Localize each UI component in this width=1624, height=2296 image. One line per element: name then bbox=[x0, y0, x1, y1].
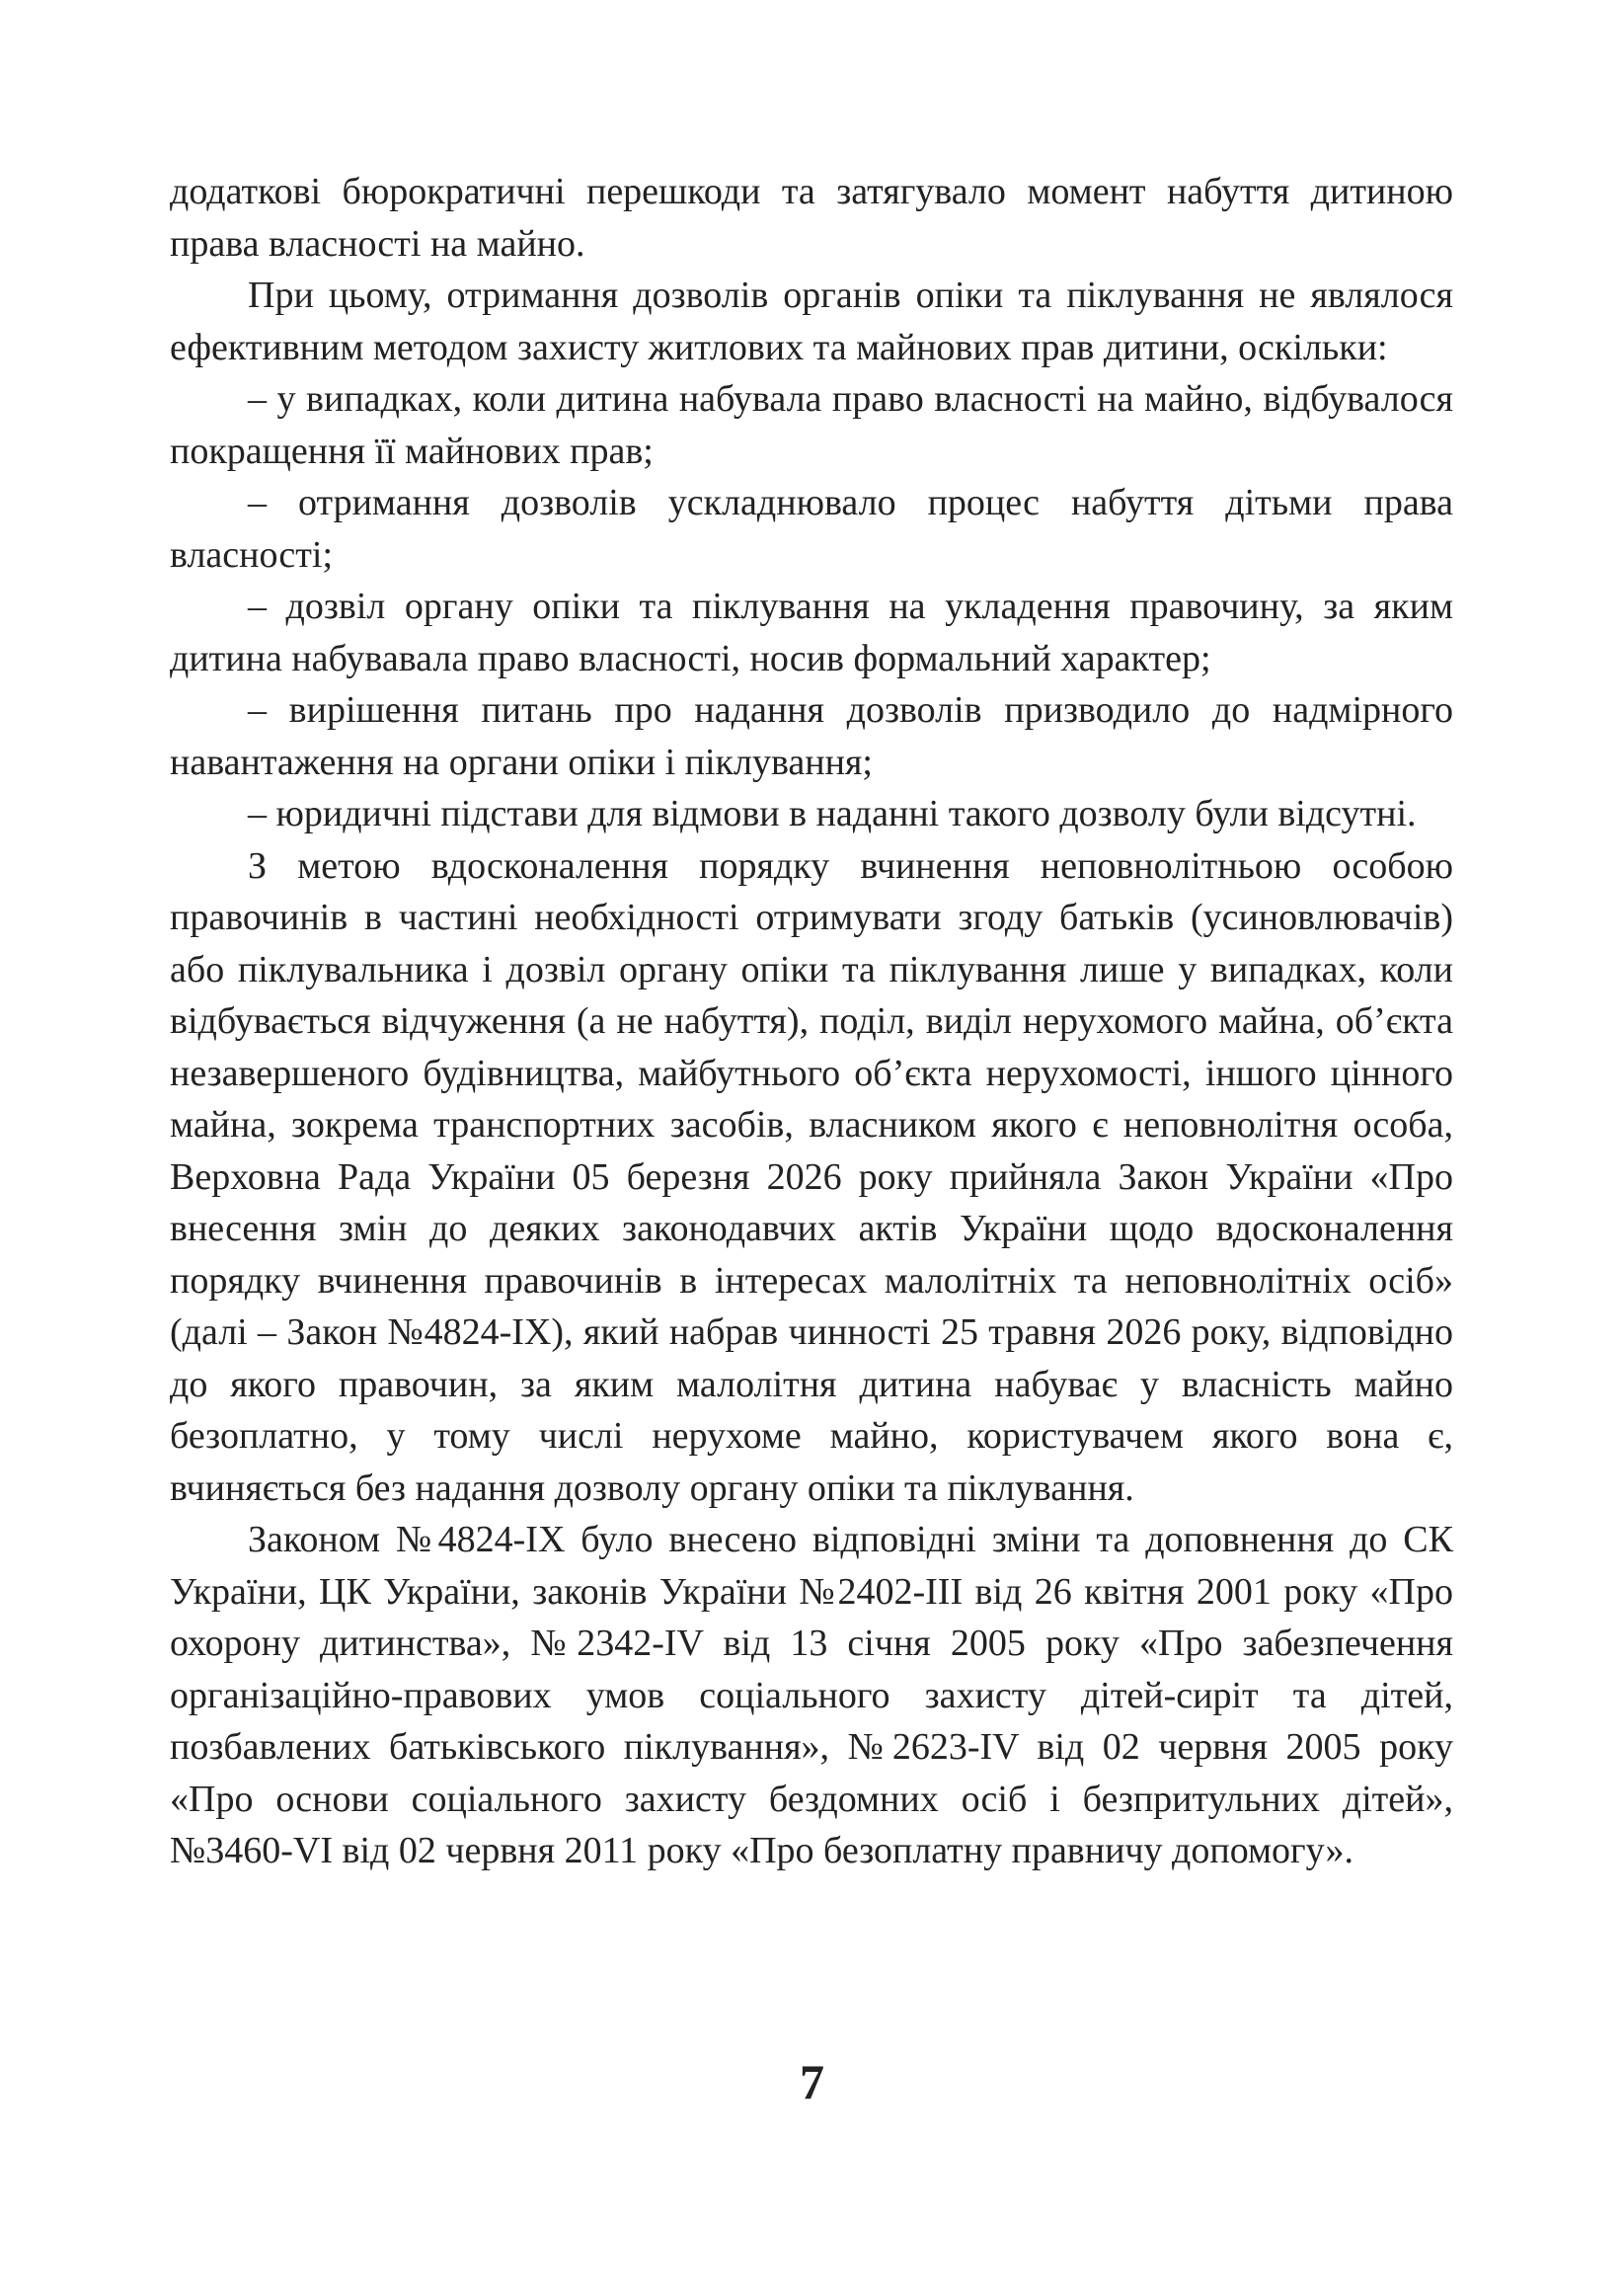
list-item-4: – вирішення питань про надання дозволів призводило до надмірного навантаження на органи опіки і піклування; bbox=[170, 689, 1453, 783]
paragraph-2: При цьому, отримання дозволів органів опіки та піклування не являлося ефективним методом захисту житлових та майнових прав дитини, оскільки: bbox=[170, 275, 1453, 368]
list-item-2: – отримання дозволів ускладнювало процес набуття дітьми права власності; bbox=[170, 482, 1453, 576]
list-item-5: – юридичні підстави для відмови в наданні такого дозволу були відсутні. bbox=[248, 793, 1417, 834]
page-number: 7 bbox=[800, 2054, 824, 2109]
paragraph-1: додаткові бюрократичні перешкоди та затягувало момент набуття дитиною права власності на майно. bbox=[170, 171, 1453, 265]
list-item-1: – у випадках, коли дитина набувала право власності на майно, відбувалося покращення її майнових прав; bbox=[170, 378, 1453, 472]
list-item-3: – дозвіл органу опіки та піклування на укладення правочину, за яким дитина набувавала право власності, носив формальний характер; bbox=[170, 586, 1453, 679]
paragraph-4: Законом №4824-IX було внесено відповідні зміни та доповнення до СК України, ЦК України, законів України №2402-III від 26 квітня 2001 року «Про охорону дитинства», №2342-IV від 13 січня 2005 року «Про забезпечення організаційно-правових умов соціального захисту дітей-сиріт та дітей, позбавлених батьківського піклування», №2623-IV від 02 червня 2005 року «Про основи соціального захисту бездомних осіб і безпритульних дітей», №3460-VI від 02 червня 2011 року «Про безоплатну правничу допомогу». bbox=[170, 1519, 1453, 1871]
paragraph-3: З метою вдосконалення порядку вчинення неповнолітньою особою правочинів в частині необхідності отримувати згоду батьків (усиновлювачів) або піклувальника і дозвіл органу опіки та піклування лише у випадках, коли відбувається відчуження (а не набуття), поділ, виділ нерухомого майна, об’єкта незавершеного будівництва, майбутнього об’єкта нерухомості, іншого цінного майна, зокрема транспортних засобів, власником якого є неповнолітня особа, Верховна Рада України 05 березня 2026 року прийняла Закон України «Про внесення змін до деяких законодавчих актів України щодо вдосконалення порядку вчинення правочинів в інтересах малолітніх та неповнолітніх осіб» (далі – Закон №4824-IX), який набрав чинності 25 травня 2026 року, відповідно до якого правочин, за яким малолітня дитина набуває у власність майно безоплатно, у тому числі нерухоме майно, користувачем якого вона є, вчиняється без надання дозволу органу опіки та піклування. bbox=[170, 844, 1453, 1509]
body-text bbox=[170, 166, 1453, 1877]
